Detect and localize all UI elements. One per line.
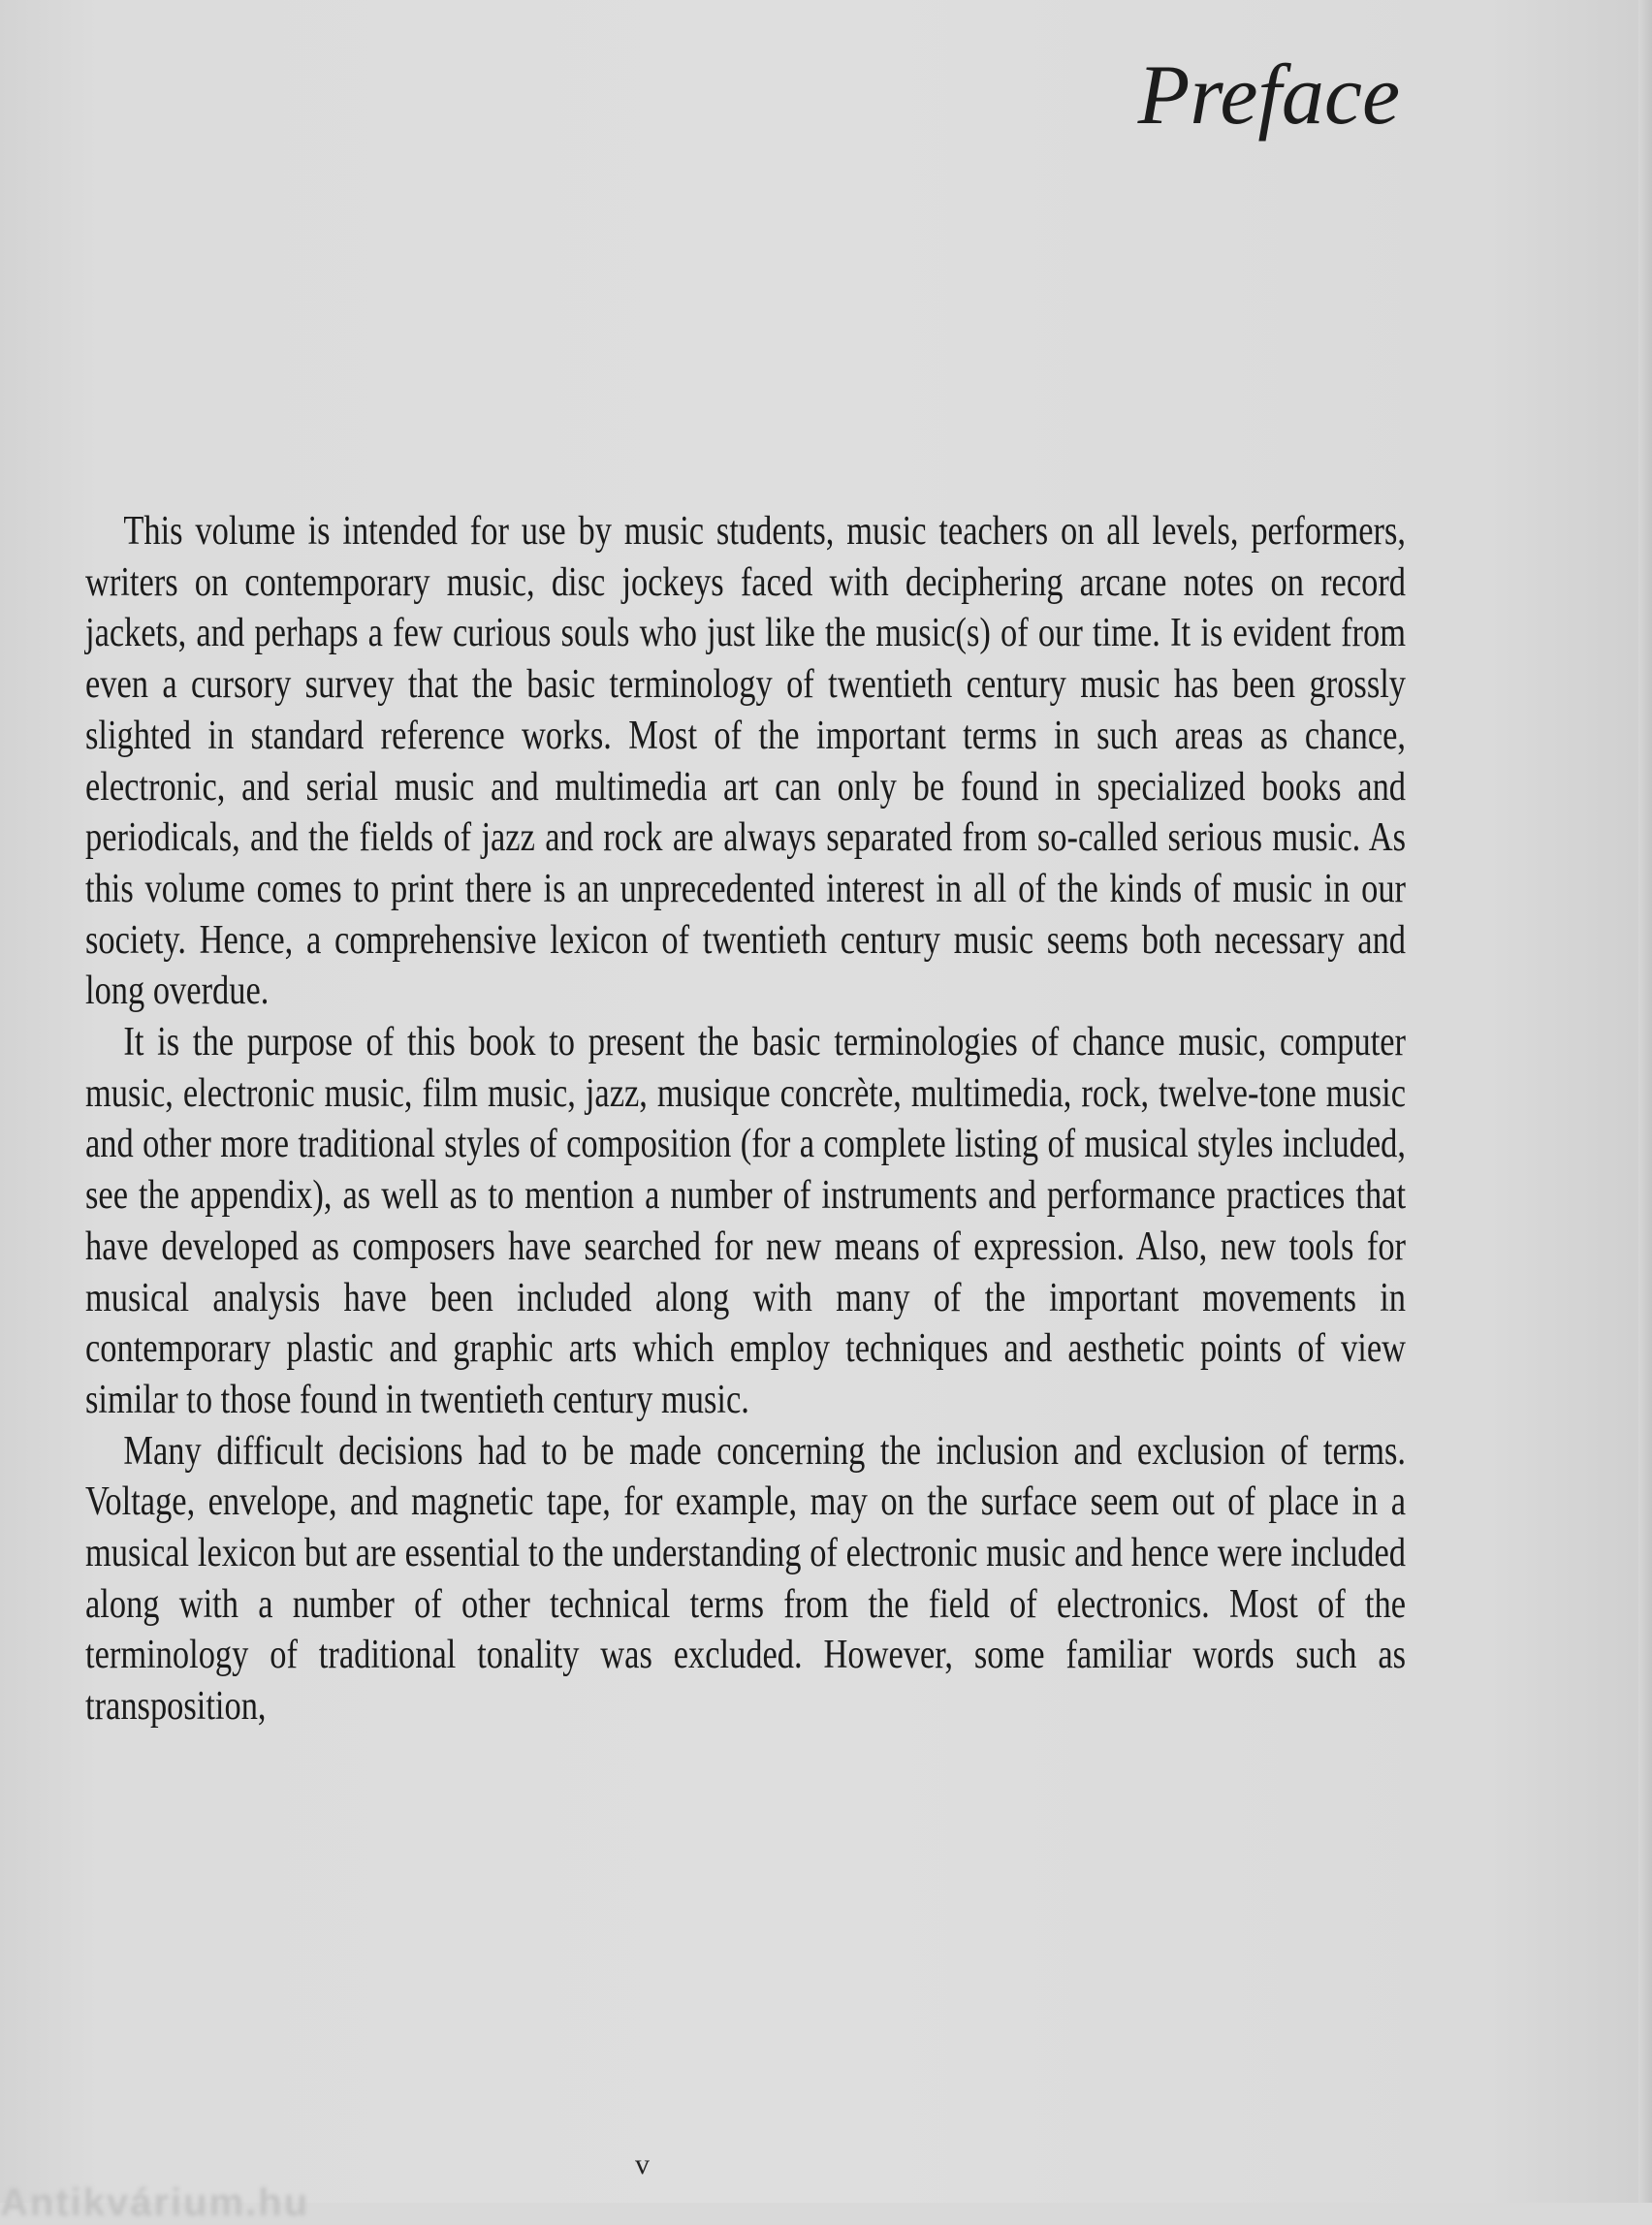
paragraph-2: It is the purpose of this book to present the basic terminologies of chance music, computer music, electronic music, film music, jazz, musique concrète, multimedia, rock, twelve-tone music and other more traditional styles of composition (for a complete listing of musical styles included, see the appendix), as well as to mention a number of instruments and performance practices that have developed as composers have searched for new means of expression. Also, new tools for musical analysis have been included along with many of the important movements in contemporary plastic and graphic arts which employ techniques and aesthetic points of view similar to those found in twentieth century music. — [85, 1020, 1407, 1422]
page-edge-shadow — [1638, 0, 1652, 2203]
paragraph-3: Many difficult decisions had to be made concerning the inclusion and exclusion of terms. Voltage, envelope, and magnetic tape, for example, may on the surface seem out of place in a musical lexicon but are essential to the understanding of electronic music and hence were included along with a number of other technical terms from the field of electronics. Most of the terminology of traditional tonality was excluded. However, some familiar words such as transposition, — [85, 1428, 1407, 1730]
body-text — [85, 506, 1406, 1732]
watermark: Antikvárium.hu — [0, 2181, 310, 2224]
page-title: Preface — [1137, 48, 1400, 143]
page-number: v — [635, 2148, 650, 2180]
paragraph-1: This volume is intended for use by music students, music teachers on all levels, performers, writers on contemporary music, disc jockeys faced with deciphering arcane notes on record jackets, and perhaps a few curious souls who just like the music(s) of our time. It is evident from even a cursory survey that the basic terminology of twentieth century music has been grossly slighted in standard reference works. Most of the important terms in such areas as chance, electronic, and serial music and multimedia art can only be found in specialized books and periodicals, and the fields of jazz and rock are always separated from so-called serious music. As this volume comes to print there is an unprecedented interest in all of the kinds of music in our society. Hence, a comprehensive lexicon of twentieth century music seems both necessary and long overdue. — [85, 509, 1407, 1014]
